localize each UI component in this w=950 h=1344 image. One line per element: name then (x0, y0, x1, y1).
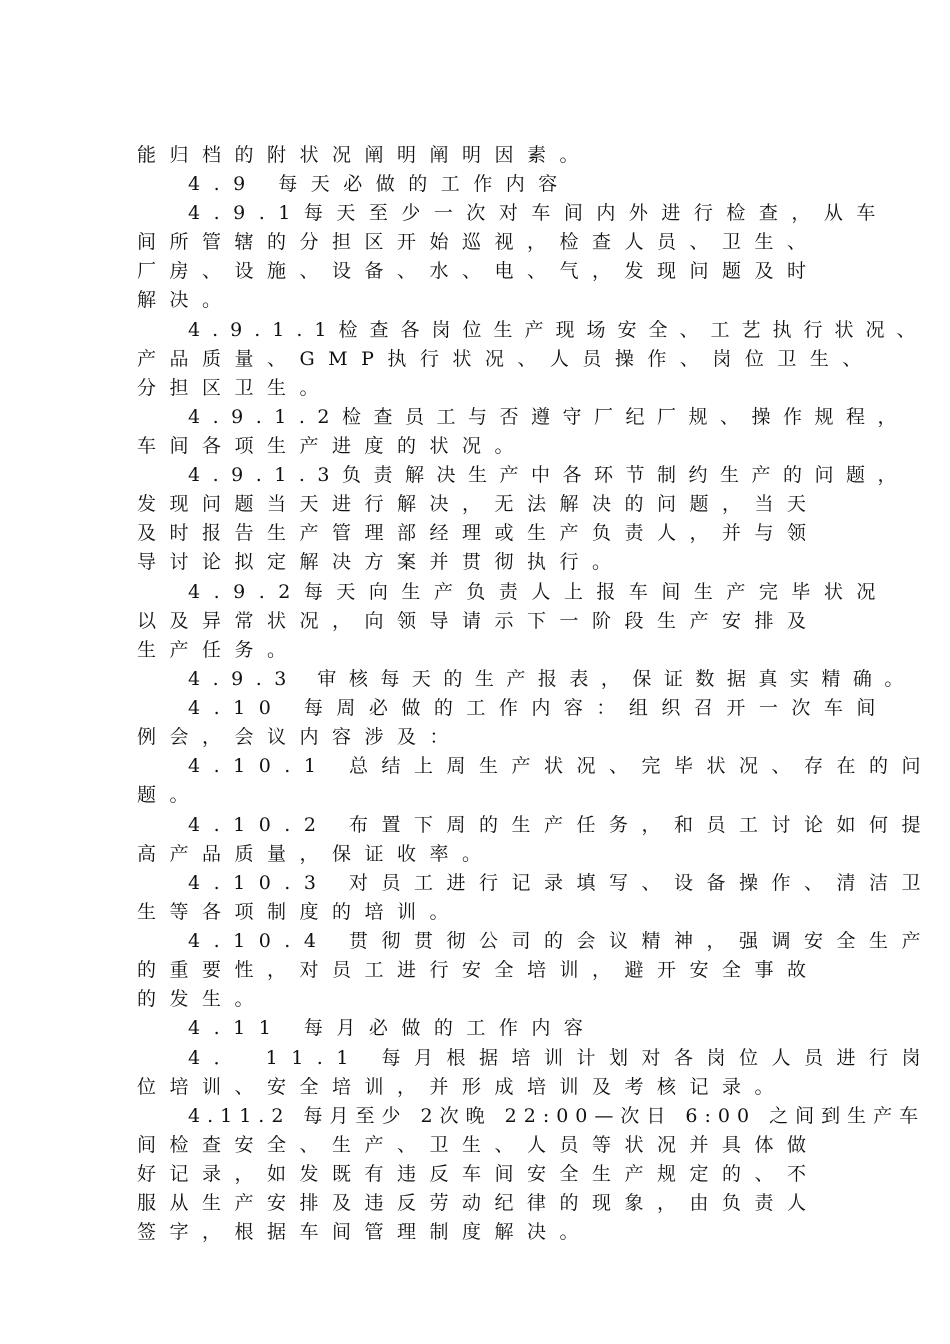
text-line: 签字，根据车间管理制度解决。 (137, 1221, 593, 1243)
text-line: 位培训、安全培训，并形成培训及考核记录。 (137, 1076, 788, 1098)
text-line: 服从生产安排及违反劳动纪律的现象，由负责人 (137, 1192, 820, 1214)
text-line: 4.10.1 总结上周生产状况、完毕状况、存在的问 (188, 755, 934, 777)
text-line: 产品质量、GMP执行状况、人员操作、岗位卫生、 (137, 348, 875, 370)
text-line: 4.9.1每天至少一次对车间内外进行检查，从车 (188, 202, 889, 224)
text-line: 分担区卫生。 (137, 377, 333, 399)
text-line: 4.10.2 布置下周的生产任务，和员工讨论如何提 (188, 814, 934, 836)
text-line: 例会，会议内容涉及： (137, 726, 463, 748)
text-line: 导讨论拟定解决方案并贯彻执行。 (137, 551, 625, 573)
text-line: 4.9.1.1检查各岗位生产现场安全、工艺执行状况、 (188, 319, 928, 341)
text-line: 能归档的附状况阐明阐明因素。 (137, 144, 593, 166)
text-line: 以及异常状况，向领导请示下一阶段生产安排及 (137, 610, 820, 632)
section-heading: 4.10 每周必做的工作内容：组织召开一次车间 (188, 697, 889, 719)
text-line: 4.10.4 贯彻贯彻公司的会议精神，强调安全生产 (188, 930, 934, 952)
text-line: 车间各项生产进度的状况。 (137, 435, 528, 457)
text-line: 间检查安全、生产、卫生、人员等状况并具体做 (137, 1134, 820, 1156)
text-line: 4.9.1.3负责解决生产中各环节制约生产的问题， (188, 464, 909, 486)
section-heading: 4.9 每天必做的工作内容 (188, 173, 571, 195)
text-line: 4.10.3 对员工进行记录填写、设备操作、清洁卫 (188, 872, 934, 894)
text-line: 生等各项制度的培训。 (137, 901, 463, 923)
text-line: 解决。 (137, 289, 235, 311)
text-line: 题。 (137, 784, 203, 806)
text-line: 4.11.2 每月至少 2次晚 22:00—次日 6:00 之间到生产车 (188, 1105, 926, 1127)
text-line: 间所管辖的分担区开始巡视，检查人员、卫生、 (137, 231, 820, 253)
section-heading: 4.11 每月必做的工作内容 (188, 1017, 597, 1039)
text-line: 厂房、设施、设备、水、电、气，发现问题及时 (137, 260, 820, 282)
text-line: 的重要性，对员工进行安全培训，避开安全事故 (137, 959, 820, 981)
text-line: 发现问题当天进行解决，无法解决的问题，当天 (137, 493, 820, 515)
text-line: 生产任务。 (137, 639, 300, 661)
text-line: 4.9.1.2检查员工与否遵守厂纪厂规、操作规程， (188, 406, 909, 428)
text-line: 的发生。 (137, 988, 268, 1010)
text-line: 高产品质量，保证收率。 (137, 843, 495, 865)
text-line: 4.9.2每天向生产负责人上报车间生产完毕状况 (188, 581, 889, 603)
text-line: 4． 11.1 每月根据培训计划对各岗位人员进行岗 (188, 1047, 934, 1069)
text-line: 好记录，如发既有违反车间安全生产规定的、不 (137, 1163, 820, 1185)
text-line: 4.9.3 审核每天的生产报表，保证数据真实精确。 (188, 668, 916, 690)
text-line: 及时报告生产管理部经理或生产负责人，并与领 (137, 522, 820, 544)
